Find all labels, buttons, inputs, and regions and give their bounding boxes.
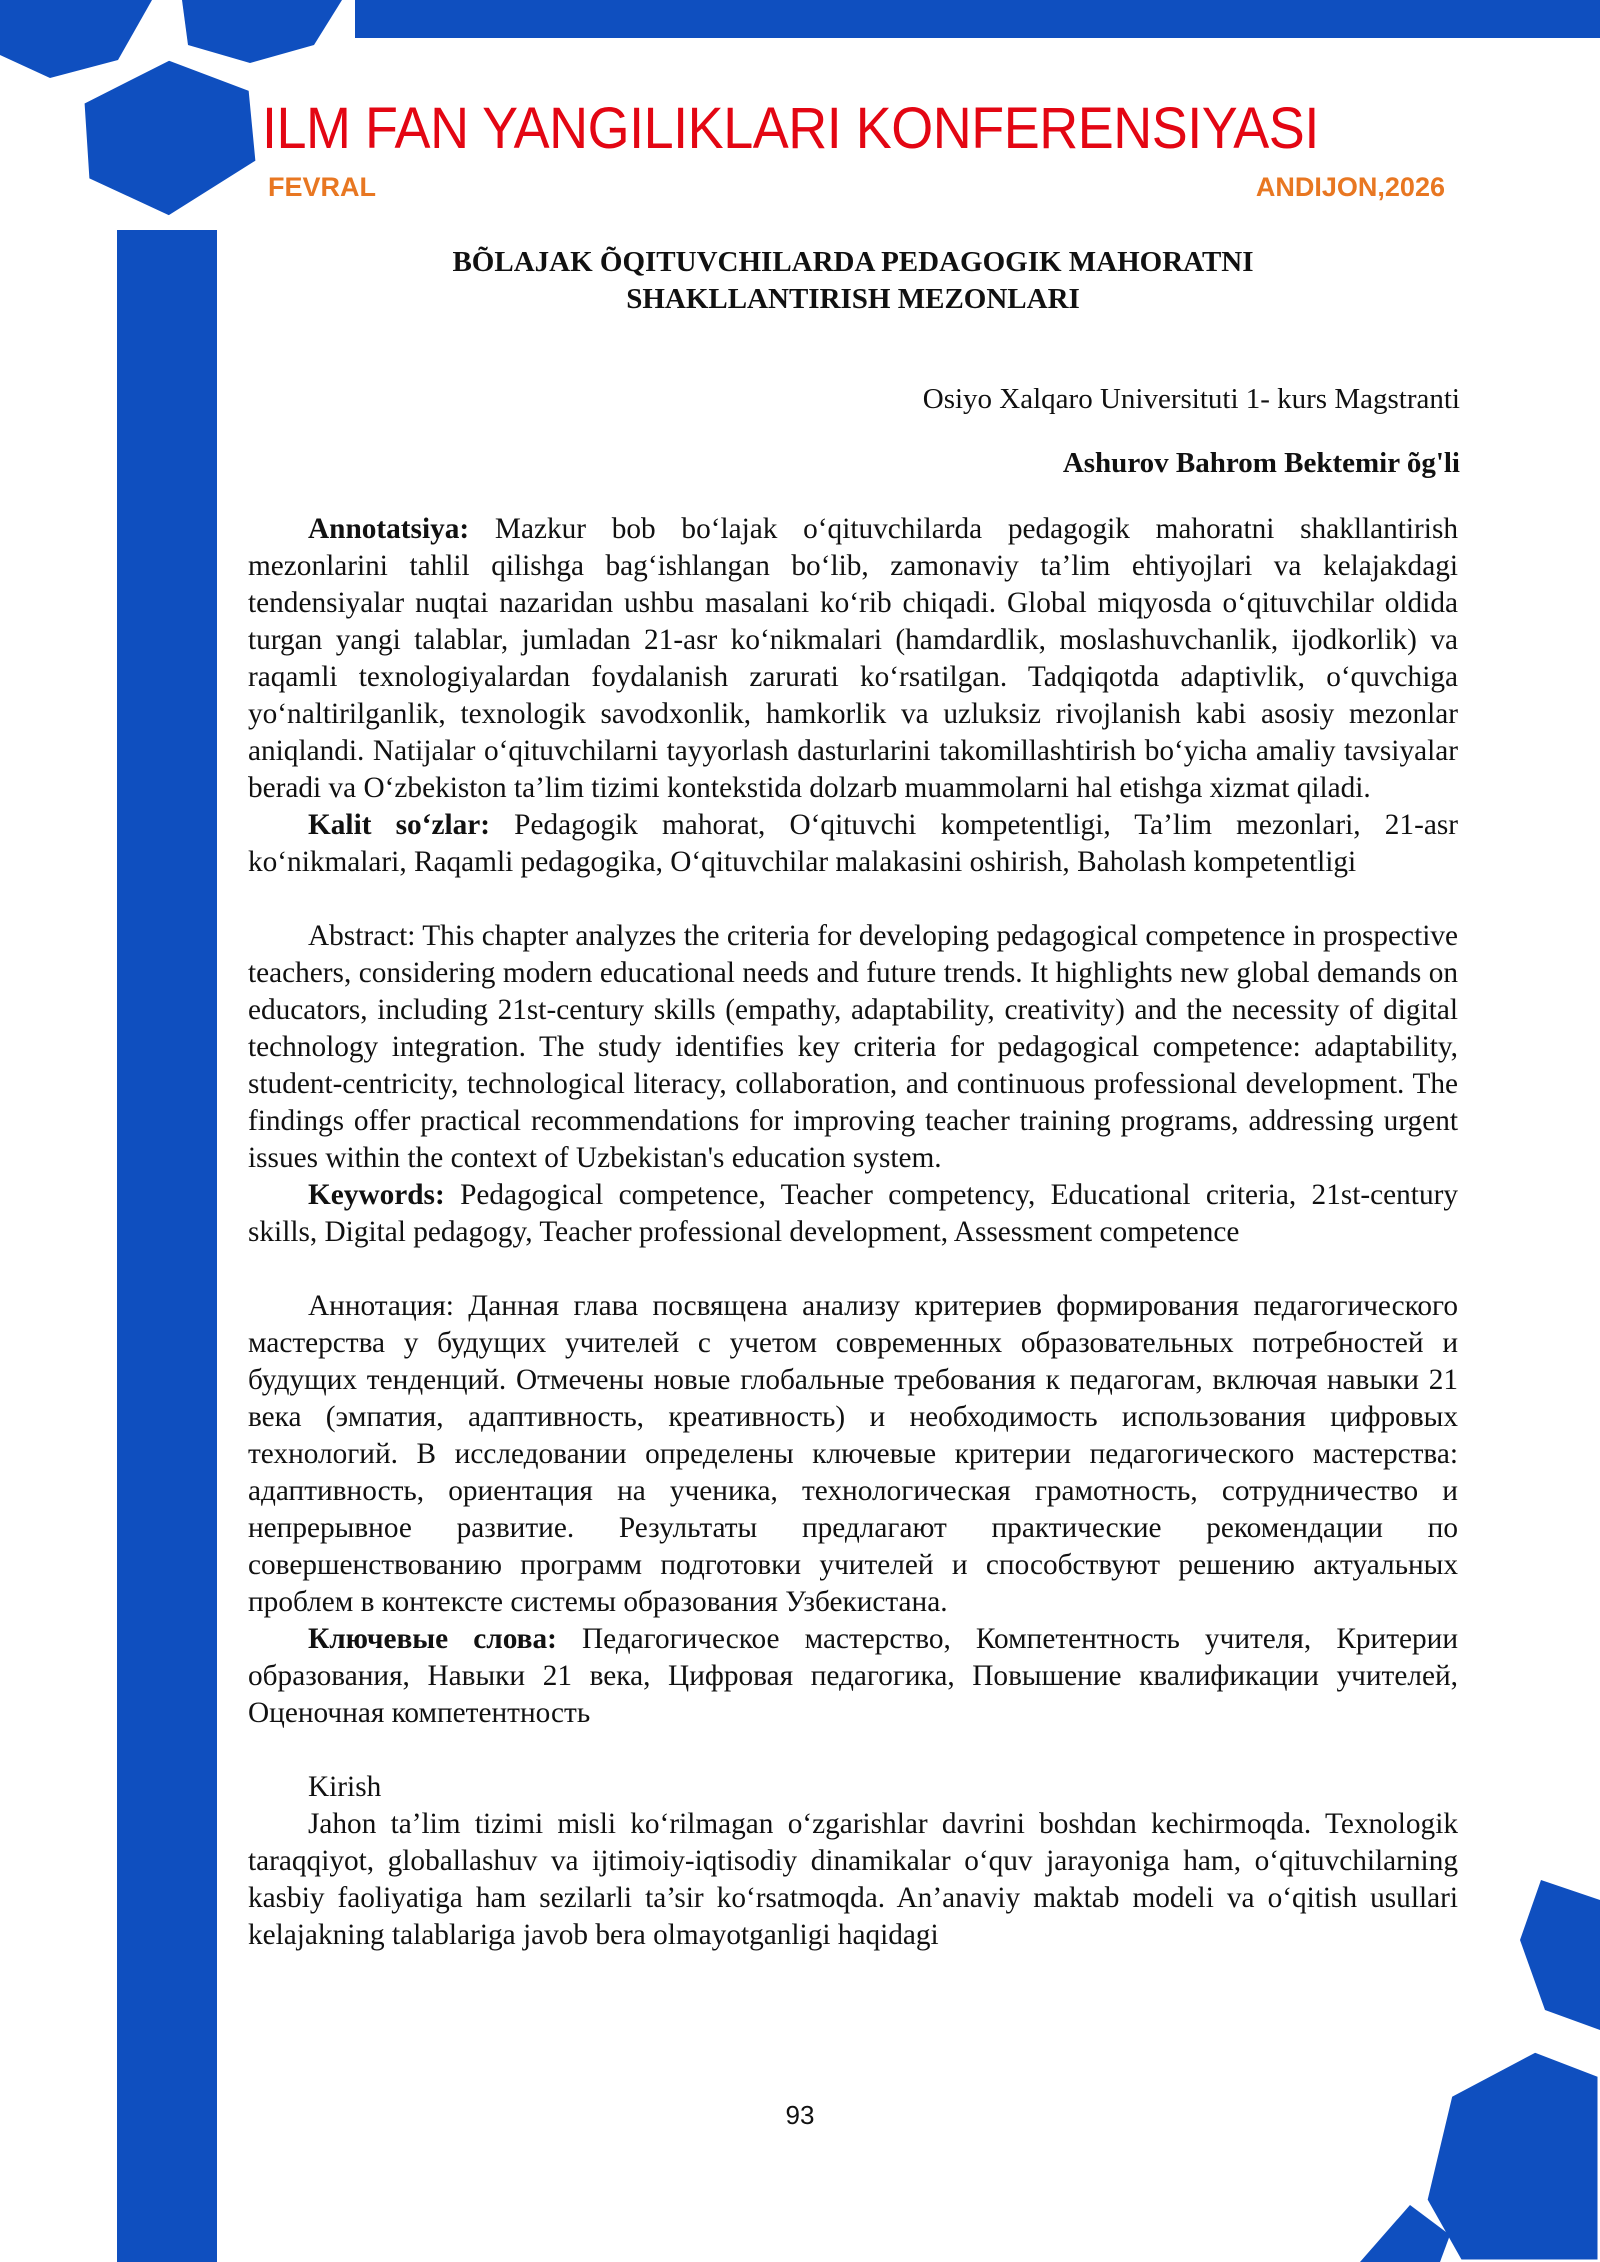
header-location-year: ANDIJON,2026 (1255, 172, 1445, 202)
header-month: FEVRAL (268, 172, 376, 202)
hexagon-shape (1520, 1880, 1600, 2030)
hexagon-shape (82, 58, 258, 218)
keywords-en-label: Keywords: (308, 1179, 445, 1211)
intro-heading: Kirish (308, 1771, 382, 1803)
keywords-en (248, 1177, 1458, 1251)
keywords-en-text: Pedagogical competence, Teacher competency, Educational criteria, 21st-century skills, Digital pedagogy, Teacher professional development, Assessment competence (248, 1179, 1458, 1248)
author-name: Ashurov Bahrom Bektemir õg'li (1062, 447, 1460, 479)
annotation-ru (248, 1288, 1458, 1621)
article-body (248, 511, 1458, 1954)
hexagon-shape (1425, 2050, 1600, 2262)
page-number: 93 (785, 2100, 815, 2130)
intro-text: Jahon ta’lim tizimi misli ko‘rilmagan o‘zgarishlar davrini boshdan kechirmoqda. Texnologik taraqqiyot, globallashuv va ijtimoiy-iqtisodiy dinamikalar o‘quv jarayoniga ham, o‘qituvchilarning kasbiy faoliyatiga ham sezilarli ta’sir ko‘rsatmoqda. An’anaviy maktab modeli va o‘qitish usullari kelajakning talablariga javob bera olmayotganligi haqidagi (248, 1808, 1458, 1951)
conference-title: ILM FAN YANGILIKLARI KONFERENSIYASI (262, 96, 1319, 161)
paper-title-line: SHAKLLANTIRISH MEZONLARI (626, 283, 1080, 315)
paper-title-line: BÕLAJAK ÕQITUVCHILARDA PEDAGOGIK MAHORATNI (452, 246, 1254, 278)
keywords-uz-text: Pedagogik mahorat, O‘qituvchi kompetentligi, Ta’lim mezonlari, 21-asr ko‘nikmalari, Raqamli pedagogika, O‘qituvchilar malakasini oshirish, Baholash kompetentligi (248, 809, 1458, 878)
keywords-uz (248, 807, 1458, 881)
left-bar (117, 230, 217, 2262)
keywords-ru-text: Педагогическое мастерство, Компетентность учителя, Критерии образования, Навыки 21 века, Цифровая педагогика, Повышение квалификации учителей, Оценочная компетентность (248, 1623, 1458, 1729)
keywords-ru-label: Ключевые слова: (308, 1623, 557, 1655)
annotation-uz-text: Mazkur bob bo‘lajak o‘qituvchilarda pedagogik mahoratni shakllantirish mezonlarini tahlil qilishga bag‘ishlangan bo‘lib, zamonaviy ta’lim ehtiyojlari va kelajakdagi tendensiyalar nuqtai nazaridan ushbu masalani ko‘rib chiqadi. Global miqyosda o‘qituvchilar oldida turgan yangi talablar, jumladan 21-asr ko‘nikmalari (hamdardlik, moslashuvchanlik, ijodkorlik) va raqamli texnologiyalardan foydalanish zarurati ko‘rsatilgan. Tadqiqotda adaptivlik, o‘quvchiga yo‘naltirilganlik, texnologik savodxonlik, hamkorlik va uzluksiz rivojlanish kabi asosiy mezonlar aniqlandi. Natijalar o‘qituvchilarni tayyorlash dasturlarini takomillashtirish bo‘yicha amaliy tavsiyalar beradi va O‘zbekiston ta’lim tizimi kontekstida dolzarb muammolarni hal etishga xizmat qiladi. (248, 513, 1458, 804)
paper-title (248, 244, 1458, 318)
top-bar (355, 0, 1600, 38)
annotation-ru-text: Аннотация: Данная глава посвящена анализу критериев формирования педагогического мастерства у будущих учителей с учетом современных образовательных потребностей и будущих тенденций. Отмечены новые глобальные требования к педагогам, включая навыки 21 века (эмпатия, адаптивность, креативность) и необходимость использования цифровых технологий. В исследовании определены ключевые критерии педагогического мастерства: адаптивность, ориентация на ученика, технологическая грамотность, сотрудничество и непрерывное развитие. Результаты предлагают практические рекомендации по совершенствованию программ подготовки учителей и способствуют решению актуальных проблем в контексте системы образования Узбекистана. (248, 1290, 1458, 1618)
annotation-uz (248, 511, 1458, 807)
hexagon-shape (0, 0, 152, 78)
abstract-en (248, 918, 1458, 1177)
hexagon-shape (182, 0, 342, 63)
annotation-uz-label: Annotatsiya: (308, 513, 470, 545)
keywords-ru (248, 1621, 1458, 1732)
abstract-en-text: Abstract: This chapter analyzes the criteria for developing pedagogical competence in prospective teachers, considering modern educational needs and future trends. It highlights new global demands on educators, including 21st-century skills (empathy, adaptability, creativity) and the necessity of digital technology integration. The study identifies key criteria for pedagogical competence: adaptability, student-centricity, technological literacy, collaboration, and continuous professional development. The findings offer practical recommendations for improving teacher training programs, addressing urgent issues within the context of Uzbekistan's education system. (248, 920, 1458, 1174)
affiliation: Osiyo Xalqaro Universituti 1- kurs Magstranti (922, 383, 1460, 415)
keywords-uz-label: Kalit so‘zlar: (308, 809, 490, 841)
